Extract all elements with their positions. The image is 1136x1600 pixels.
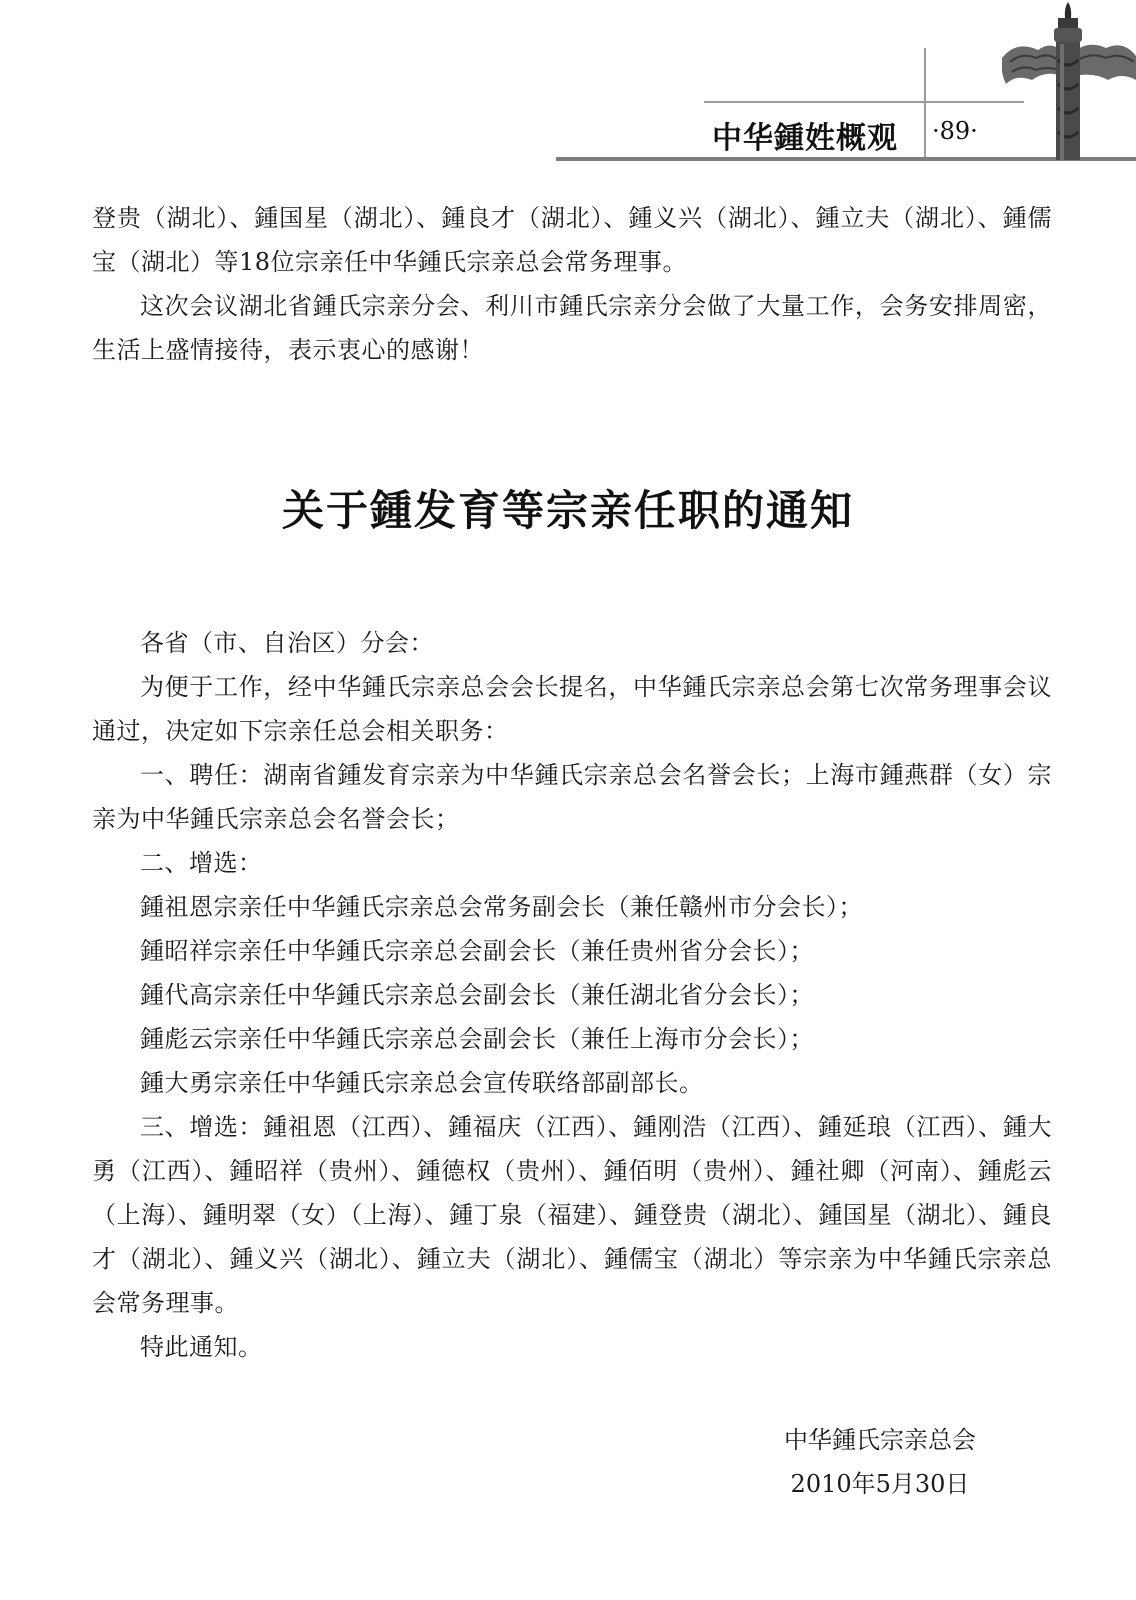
notice-date: 2010年5月30日 <box>790 1470 970 1498</box>
notice-item-2-line: 鍾大勇宗亲任中华鍾氏宗亲总会宣传联络部副部长。 <box>140 1069 704 1097</box>
header-rule-top <box>704 101 1024 103</box>
signature-block <box>740 1418 1020 1506</box>
intro-paragraph-1: 登贵（湖北）、鍾国星（湖北）、鍾良才（湖北）、鍾义兴（湖北）、鍾立夫（湖北）、鍾儒宝（湖北）等18位宗亲任中华鍾氏宗亲总会常务理事。 <box>92 204 1052 276</box>
signatory-name: 中华鍾氏宗亲总会 <box>784 1426 976 1454</box>
notice-item-2-heading: 二、增选： <box>140 849 263 877</box>
header-rule-vertical <box>924 48 926 160</box>
running-header-title: 中华鍾姓概观 <box>712 121 898 156</box>
notice-title: 关于鍾发育等宗亲任职的通知 <box>281 486 854 535</box>
notice-item-2-line: 鍾祖恩宗亲任中华鍾氏宗亲总会常务副会长（兼任赣州市分会长）； <box>140 893 863 921</box>
notice-salutation: 各省（市、自治区）分会： <box>140 629 434 657</box>
page-number: ·89· <box>932 117 978 145</box>
notice-opening-paragraph: 为便于工作，经中华鍾氏宗亲总会会长提名，中华鍾氏宗亲总会第七次常务理事会议通过，决定如下宗亲任总会相关职务： <box>92 673 1052 745</box>
notice-item-3: 三、增选：鍾祖恩（江西）、鍾福庆（江西）、鍾刚浩（江西）、鍾延琅（江西）、鍾大勇（江西）、鍾昭祥（贵州）、鍾德权（贵州）、鍾佰明（贵州）、鍾社卿（河南）、鍾彪云（上海）、鍾明翠（女）（上海）、鍾丁泉（福建）、鍾登贵（湖北）、鍾国星（湖北）、鍾良才（湖北）、鍾义兴（湖北）、鍾立夫（湖北）、鍾儒宝（湖北）等宗亲为中华鍾氏宗亲总会常务理事。 <box>92 1113 1052 1317</box>
notice-item-2-line: 鍾昭祥宗亲任中华鍾氏宗亲总会副会长（兼任贵州省分会长）； <box>140 937 814 965</box>
intro-section <box>92 196 1052 372</box>
notice-item-1: 一、聘任：湖南省鍾发育宗亲为中华鍾氏宗亲总会名誉会长；上海市鍾燕群（女）宗亲为中华鍾氏宗亲总会名誉会长； <box>92 761 1052 833</box>
notice-item-2-line: 鍾代高宗亲任中华鍾氏宗亲总会副会长（兼任湖北省分会长）； <box>140 981 814 1009</box>
notice-item-2-line: 鍾彪云宗亲任中华鍾氏宗亲总会副会长（兼任上海市分会长）； <box>140 1025 814 1053</box>
notice-body <box>92 621 1052 1369</box>
huabiao-pillar-icon <box>1002 0 1136 160</box>
notice-closing: 特此通知。 <box>140 1333 263 1361</box>
intro-paragraph-2: 这次会议湖北省鍾氏宗亲分会、利川市鍾氏宗亲分会做了大量工作，会务安排周密，生活上盛情接待，表示衷心的感谢！ <box>92 292 1052 364</box>
